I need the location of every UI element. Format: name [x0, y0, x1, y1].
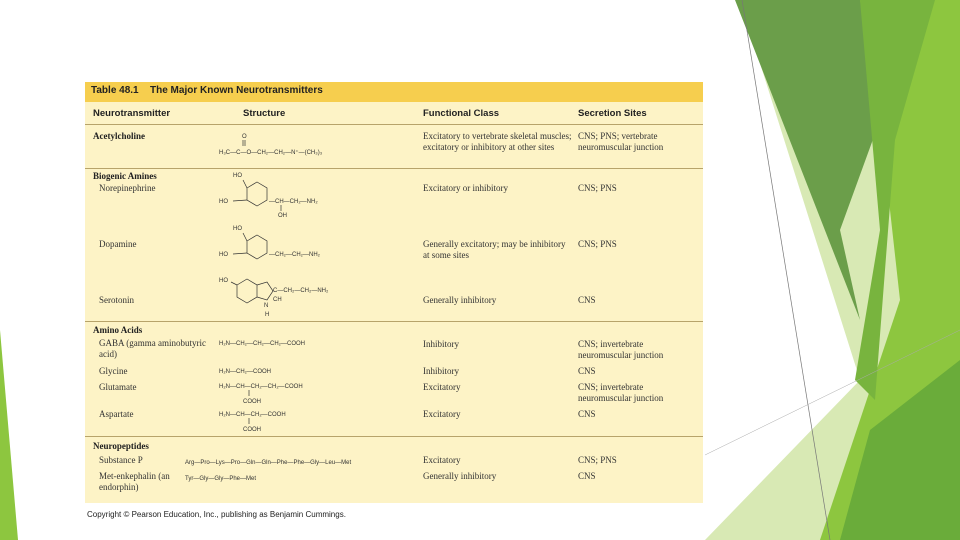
substance-p-name: Substance P — [99, 455, 143, 465]
table-title: The Major Known Neurotransmitters — [150, 85, 323, 96]
gaba-formula: H₂N—CH₂—CH₂—CH₂—COOH — [219, 341, 305, 347]
acetylcholine-secretion: CNS; PNS; vertebrate neuromuscular junction — [578, 131, 664, 152]
dopamine-ho-side: HO — [219, 252, 228, 258]
aspartate-cooh: COOH — [243, 427, 261, 433]
aspartate-secretion: CNS — [578, 409, 596, 419]
norepinephrine-ho-top: HO — [233, 173, 242, 179]
neurotransmitter-table — [85, 82, 703, 503]
table-number: Table 48.1 — [91, 85, 139, 96]
glutamate-cooh: COOH — [243, 399, 261, 405]
aspartate-formula: H₂N—CH—CH₂—COOH — [219, 412, 286, 418]
serotonin-h: H — [265, 312, 270, 318]
substance-p-function: Excitatory — [423, 455, 461, 465]
dopamine-function: Generally excitatory; may be inhibitory at some sites — [423, 239, 566, 260]
substance-p-formula: Arg—Pro—Lys—Pro—Gln—Gln—Phe—Phe—Gly—Leu—Met — [185, 460, 352, 466]
dopamine-ring — [247, 235, 267, 259]
acetylcholine-carbonyl-o: O — [242, 134, 247, 140]
copyright-notice: Copyright © Pearson Education, Inc., publishing as Benjamin Cummings. — [87, 510, 346, 519]
glycine-name: Glycine — [99, 366, 128, 376]
group-amino-acids: Amino Acids — [93, 325, 143, 335]
norepinephrine-function: Excitatory or inhibitory — [423, 183, 508, 193]
met-enkephalin-function: Generally inhibitory — [423, 471, 497, 481]
substance-p-secretion: CNS; PNS — [578, 455, 617, 465]
header-structure: Structure — [243, 108, 286, 119]
norepinephrine-formula: —CH—CH₂—NH₂ — [269, 199, 318, 205]
dopamine-ho-top: HO — [233, 226, 242, 232]
norepinephrine-oh: OH — [278, 213, 287, 219]
glycine-function: Inhibitory — [423, 366, 459, 376]
header-neurotransmitter: Neurotransmitter — [93, 108, 171, 119]
norepinephrine-ho-bond — [243, 180, 247, 188]
serotonin-formula: C—CH₂—CH₂—NH₂ — [273, 288, 329, 294]
met-enkephalin-secretion: CNS — [578, 471, 596, 481]
norepinephrine-name: Norepinephrine — [99, 183, 156, 193]
serotonin-benzene-ring — [237, 279, 257, 303]
dopamine-secretion: CNS; PNS — [578, 239, 617, 249]
serotonin-secretion: CNS — [578, 295, 596, 305]
group-biogenic-amines: Biogenic Amines — [93, 171, 157, 181]
serotonin-ho: HO — [219, 278, 228, 284]
group-acetylcholine: Acetylcholine — [93, 131, 145, 141]
glutamate-name: Glutamate — [99, 382, 137, 392]
dopamine-ho-bond — [243, 233, 247, 241]
header-functional-class: Functional Class — [423, 108, 500, 119]
dopamine-ho-side-bond — [233, 253, 247, 254]
aspartate-name: Aspartate — [99, 409, 134, 419]
serotonin-ch: CH — [273, 297, 282, 303]
dopamine-formula: —CH₂—CH₂—NH₂ — [269, 252, 320, 258]
norepinephrine-ho-side: HO — [219, 199, 228, 205]
gaba-secretion: CNS; invertebrate neuromuscular junction — [578, 339, 664, 360]
met-enkephalin-name: Met-enkephalin (an endorphin) — [99, 471, 170, 492]
norepinephrine-secretion: CNS; PNS — [578, 183, 617, 193]
met-enkephalin-formula: Tyr—Gly—Gly—Phe—Met — [185, 476, 257, 482]
serotonin-name: Serotonin — [99, 295, 134, 305]
structure-column — [185, 82, 420, 503]
glycine-secretion: CNS — [578, 366, 596, 376]
dopamine-name: Dopamine — [99, 239, 137, 249]
acetylcholine-formula: H₃C—C—O—CH₂—CH₂—N⁺—(CH₃)₃ — [219, 150, 323, 156]
acetylcholine-function: Excitatory to vertebrate skeletal muscles; excitatory or inhibitory at other sites — [423, 131, 572, 152]
norepinephrine-ring — [247, 182, 267, 206]
serotonin-n: N — [264, 303, 269, 309]
header-secretion-sites: Secretion Sites — [578, 108, 647, 119]
aspartate-function: Excitatory — [423, 409, 461, 419]
group-neuropeptides: Neuropeptides — [93, 441, 149, 451]
left-green-sliver — [0, 330, 18, 540]
serotonin-pyrrole-ring — [257, 282, 273, 300]
glutamate-formula: H₂N—CH—CH₂—CH₂—COOH — [219, 384, 303, 390]
glycine-formula: H₂N—CH₂—COOH — [219, 369, 271, 375]
glutamate-function: Excitatory — [423, 382, 461, 392]
glutamate-secretion: CNS; invertebrate neuromuscular junction — [578, 382, 664, 403]
norepinephrine-ho-side-bond — [233, 200, 247, 201]
serotonin-ho-bond — [231, 282, 237, 285]
gaba-name: GABA (gamma aminobutyric acid) — [99, 338, 206, 359]
gaba-function: Inhibitory — [423, 339, 459, 349]
serotonin-function: Generally inhibitory — [423, 295, 497, 305]
